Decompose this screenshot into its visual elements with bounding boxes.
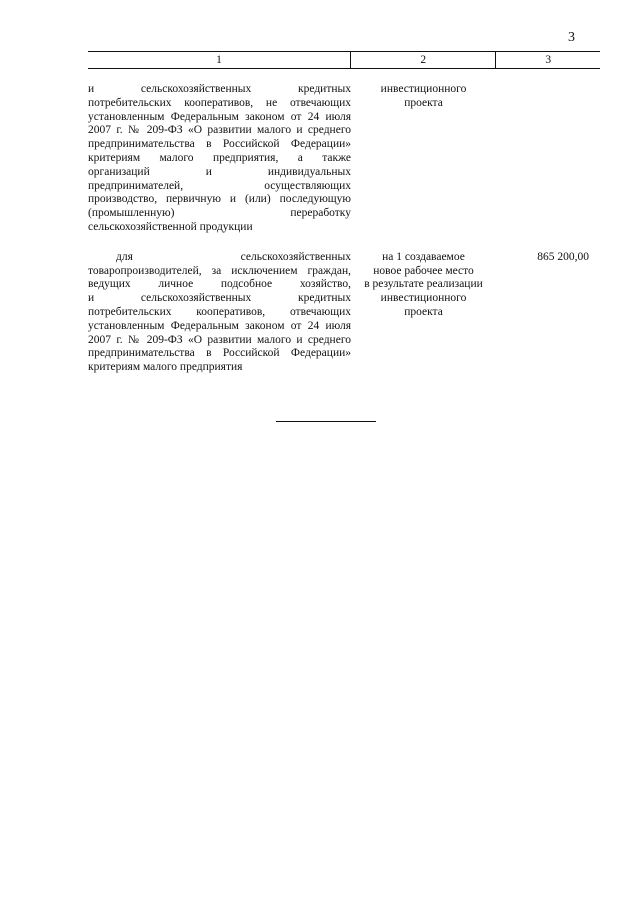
text-line: ведущих личное подсобное хозяйство,: [88, 278, 351, 291]
row-2-description: [88, 251, 351, 375]
text-line: инвестиционного: [380, 83, 467, 95]
text-line: товаропроизводителей, за исключением граждан,: [88, 264, 351, 277]
text-line: в результате реализации: [364, 278, 483, 291]
text-line: критериям малого предприятия, а также: [88, 151, 351, 164]
text-line: (промышленную) переработку: [88, 207, 351, 220]
text-line: предпринимательства в Российской Федерации»: [88, 347, 351, 360]
table-row: [88, 83, 600, 235]
text-line: потребительских кооперативов, отвечающих: [88, 305, 351, 318]
text-line: инвестиционного: [380, 292, 467, 305]
text-line: сельскохозяйственной продукции: [88, 220, 253, 233]
text-line: потребительских кооперативов, не отвечающих: [88, 96, 351, 109]
data-table: [88, 51, 600, 375]
text-line: новое рабочее место: [373, 264, 474, 277]
row-1-value: [496, 83, 600, 235]
column-number-header: [88, 51, 600, 69]
text-line: предпринимательства в Российской Федерации»: [88, 138, 351, 151]
row-2-value: 865 200,00: [537, 250, 589, 263]
text-line: на 1 создаваемое: [382, 250, 465, 263]
text-line: установленным Федеральным законом от 24 июля: [88, 319, 351, 332]
page-number: 3: [568, 30, 575, 45]
text-line: организаций и индивидуальных: [88, 165, 351, 178]
column-header-2: 2: [350, 52, 495, 68]
column-header-1: 1: [216, 54, 222, 66]
text-line: и сельскохозяйственных кредитных: [88, 83, 351, 95]
column-header-3: 3: [495, 52, 600, 68]
text-line: проекта: [404, 305, 443, 318]
row-2-unit: [351, 251, 496, 375]
text-line: критериям малого предприятия: [88, 361, 243, 374]
text-line: производство, первичную и (или) последующую: [88, 193, 351, 206]
text-line: 2007 г. № 209-ФЗ «О развитии малого и среднего: [88, 124, 351, 137]
table-row: [88, 251, 600, 375]
row-1-description: [88, 83, 351, 235]
end-of-document-rule: [276, 421, 376, 422]
row-1-unit: [351, 83, 496, 235]
text-line: для сельскохозяйственных: [116, 250, 351, 263]
text-line: 2007 г. № 209-ФЗ «О развитии малого и среднего: [88, 333, 351, 346]
text-line: и сельскохозяйственных кредитных: [88, 292, 351, 305]
text-line: установленным Федеральным законом от 24 июля: [88, 110, 351, 123]
text-line: проекта: [404, 96, 443, 109]
text-line: предпринимателей, осуществляющих: [88, 179, 351, 192]
